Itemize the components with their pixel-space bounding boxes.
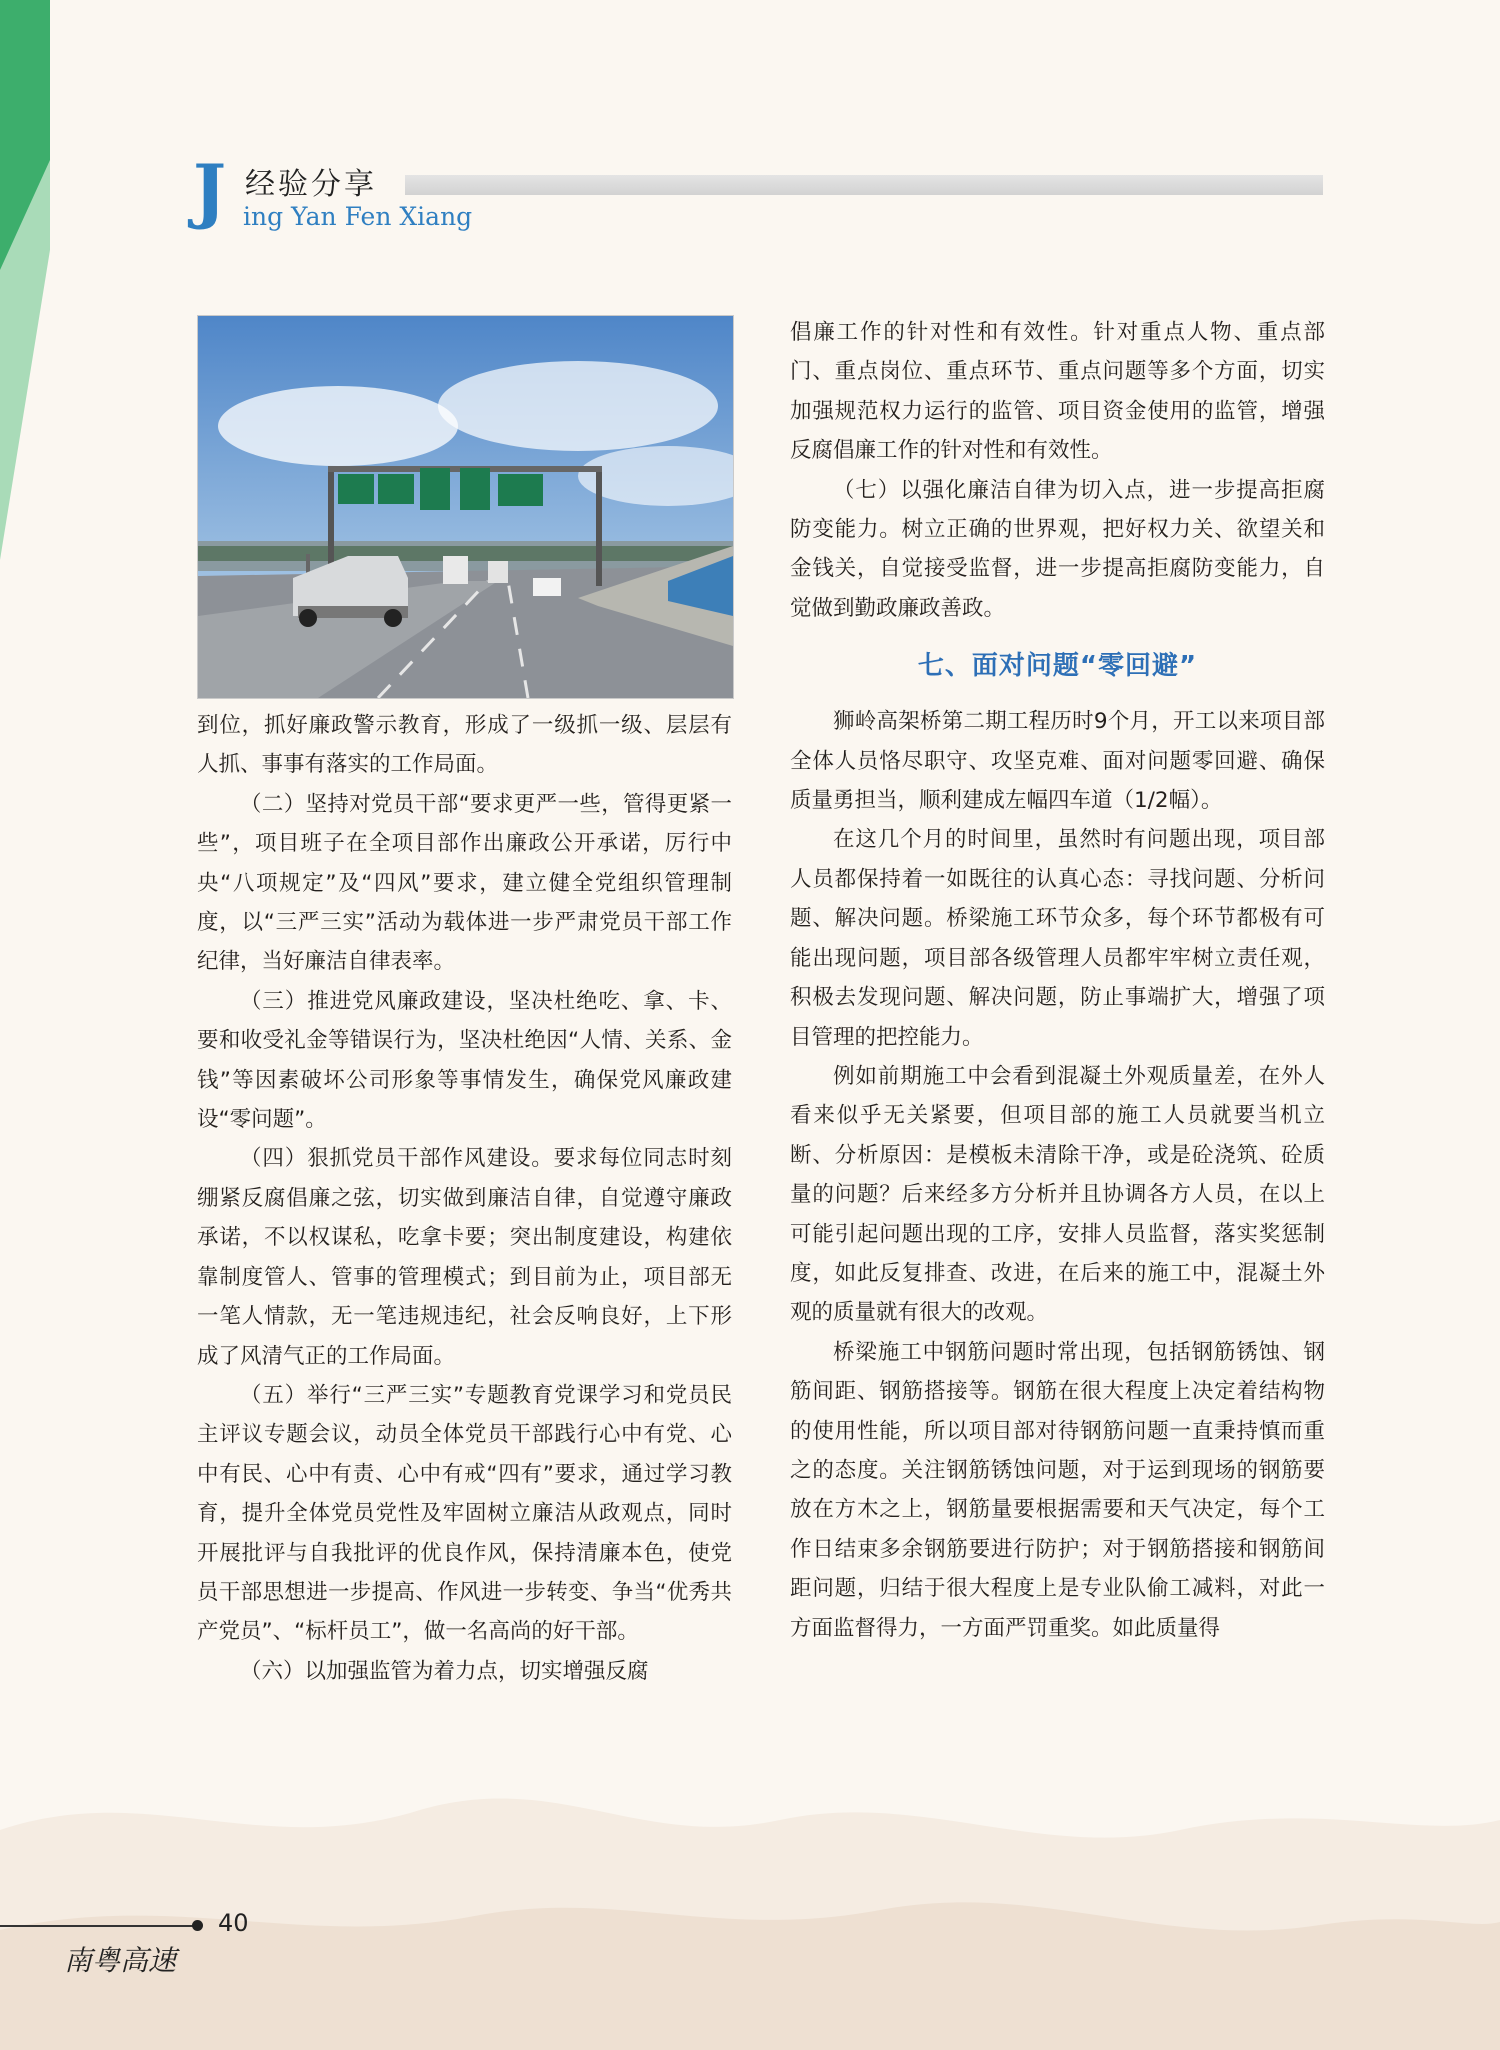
logo-text: 南粤高速 [64,1944,177,1977]
left-paragraph-3: （三）推进党风廉政建设，坚决杜绝吃、拿、卡、要和收受礼金等错误行为，坚决杜绝因“人情、关系、金钱”等因素破坏公司形象等事情发生，确保党风廉政建设“零问题”。 [197,988,732,1133]
left-paragraph-2: （二）坚持对党员干部“要求更严一些，管得更紧一些”，项目班子在全项目部作出廉政公开承诺，厉行中央“八项规定”及“四风”要求，建立健全党组织管理制度，以“三严三实”活动为载体进一步严肃党员干部工作纪律，当好廉洁自律表率。 [197,791,732,975]
footer-rule [0,1925,196,1927]
page-number: 40 [218,1909,249,1937]
right-paragraph-6: 桥梁施工中钢筋问题时常出现，包括钢筋锈蚀、钢筋间距、钢筋搭接等。钢筋在很大程度上决定着结构物的使用性能，所以项目部对待钢筋问题一直秉持慎而重之的态度。关注钢筋锈蚀问题，对于运到现场的钢筋要放在方木之上，钢筋量要根据需要和天气决定，每个工作日结束多余钢筋要进行防护；对于钢筋搭接和钢筋间距问题，归结于很大程度上是专业队偷工减料，对此一方面监督得力，一方面严罚重奖。如此质量得 [790,1339,1325,1641]
footer-dot [192,1920,203,1931]
left-paragraph-1: 到位，抓好廉政警示教育，形成了一级抓一级、层层有人抓、事事有落实的工作局面。 [197,713,732,778]
section-heading: 七、面对问题“零回避” [917,651,1198,682]
right-paragraph-3: 狮岭高架桥第二期工程历时9个月，开工以来项目部全体人员恪尽职守、攻坚克难、面对问题零回避、确保质量勇担当，顺利建成左幅四车道（1/2幅）。 [790,709,1325,814]
right-paragraph-5: 例如前期施工中会看到混凝土外观质量差，在外人看来似乎无关紧要，但项目部的施工人员就要当机立断、分析原因：是模板未清除干净，或是砼浇筑、砼质量的问题？后来经多方分析并且协调各方人员，在以上可能引起问题出现的工序，安排人员监督，落实奖惩制度，如此反复排查、改进，在后来的施工中，混凝土外观的质量就有很大的改观。 [790,1063,1325,1326]
left-paragraph-5: （五）举行“三严三实”专题教育党课学习和党员民主评议专题会议，动员全体党员干部践行心中有党、心中有民、心中有责、心中有戒“四有”要求，通过学习教育，提升全体党员党性及牢固树立廉洁从政观点，同时开展批评与自我批评的优良作风，保持清廉本色，使党员干部思想进一步提高、作风进一步转变、争当“优秀共产党员”、“标杆员工”，做一名高尚的好干部。 [197,1382,732,1645]
header-title-cn: 经验分享 [245,167,377,202]
left-paragraph-6: （六）以加强监管为着力点，切实增强反腐 [240,1658,649,1684]
right-paragraph-1: 倡廉工作的针对性和有效性。针对重点人物、重点部门、重点岗位、重点环节、重点问题等多个方面，切实加强规范权力运行的监管、项目资金使用的监管，增强反腐倡廉工作的针对性和有效性。 [790,320,1325,464]
header-initial-letter: J [193,149,227,232]
header-title-en: ing Yan Fen Xiang [243,202,473,231]
right-paragraph-4: 在这几个月的时间里，虽然时有问题出现，项目部人员都保持着一如既往的认真心态：寻找问题、分析问题、解决问题。桥梁施工环节众多，每个环节都极有可能出现问题，项目部各级管理人员都牢牢树立责任观，积极去发现问题、解决问题，防止事端扩大，增强了项目管理的把控能力。 [790,827,1325,1050]
header-divider-bar [405,175,1323,195]
left-paragraph-4: （四）狠抓党员干部作风建设。要求每位同志时刻绷紧反腐倡廉之弦，切实做到廉洁自律，自觉遵守廉政承诺，不以权谋私，吃拿卡要；突出制度建设，构建依靠制度管人、管事的管理模式；到目前为止，项目部无一笔人情款，无一笔违规违纪，社会反响良好，上下形成了风清气正的工作局面。 [197,1146,732,1369]
section-header [193,149,1323,240]
right-paragraph-2: （七）以强化廉洁自律为切入点，进一步提高拒腐防变能力。树立正确的世界观，把好权力关、欲望关和金钱关，自觉接受监督，进一步提高拒腐防变能力，自觉做到勤政廉政善政。 [790,477,1325,621]
highway-photo [197,315,734,699]
green-corner-band [0,0,60,560]
right-column [790,313,1325,1648]
left-column [197,706,732,1691]
magazine-logo [64,1940,204,1980]
